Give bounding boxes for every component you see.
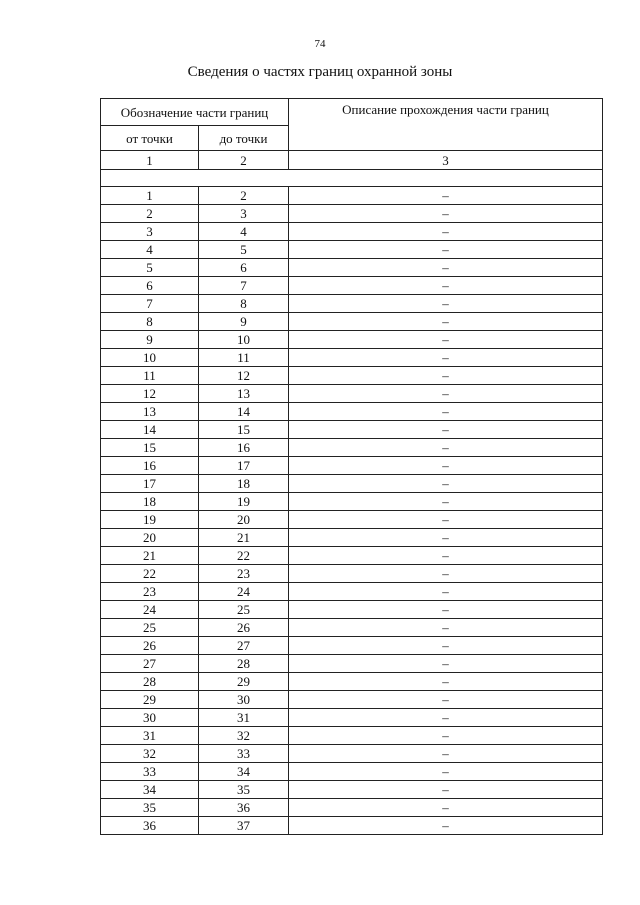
table-header-row xyxy=(101,99,603,126)
table-row xyxy=(101,331,603,349)
description-cell: – xyxy=(289,205,603,223)
from-point-cell: 15 xyxy=(101,439,199,457)
description-cell: – xyxy=(289,295,603,313)
to-point-cell: 24 xyxy=(199,583,289,601)
from-point-cell: 20 xyxy=(101,529,199,547)
to-point-cell: 14 xyxy=(199,403,289,421)
to-point-cell: 2 xyxy=(199,187,289,205)
from-point-cell: 27 xyxy=(101,655,199,673)
column-number: 1 xyxy=(101,151,199,170)
description-cell: – xyxy=(289,367,603,385)
from-point-cell: 16 xyxy=(101,457,199,475)
description-cell: – xyxy=(289,655,603,673)
description-cell: – xyxy=(289,565,603,583)
from-point-cell: 2 xyxy=(101,205,199,223)
from-point-cell: 6 xyxy=(101,277,199,295)
table-row xyxy=(101,673,603,691)
description-cell: – xyxy=(289,691,603,709)
from-point-cell: 29 xyxy=(101,691,199,709)
from-point-header: от точки xyxy=(101,126,199,151)
description-cell: – xyxy=(289,781,603,799)
description-cell: – xyxy=(289,259,603,277)
from-point-cell: 25 xyxy=(101,619,199,637)
to-point-cell: 34 xyxy=(199,763,289,781)
from-point-cell: 32 xyxy=(101,745,199,763)
empty-cell xyxy=(101,170,603,187)
from-point-cell: 21 xyxy=(101,547,199,565)
to-point-cell: 9 xyxy=(199,313,289,331)
table-row xyxy=(101,781,603,799)
from-point-cell: 24 xyxy=(101,601,199,619)
description-cell: – xyxy=(289,601,603,619)
column-number: 3 xyxy=(289,151,603,170)
table-row xyxy=(101,817,603,835)
description-cell: – xyxy=(289,331,603,349)
description-header: Описание прохождения части границ xyxy=(289,99,603,151)
description-cell: – xyxy=(289,187,603,205)
to-point-cell: 4 xyxy=(199,223,289,241)
from-point-cell: 7 xyxy=(101,295,199,313)
from-point-cell: 33 xyxy=(101,763,199,781)
table-row xyxy=(101,763,603,781)
from-point-cell: 17 xyxy=(101,475,199,493)
page-number: 74 xyxy=(314,38,326,50)
description-cell: – xyxy=(289,799,603,817)
from-point-cell: 19 xyxy=(101,511,199,529)
table-row xyxy=(101,583,603,601)
description-cell: – xyxy=(289,223,603,241)
to-point-cell: 5 xyxy=(199,241,289,259)
table-row xyxy=(101,619,603,637)
description-cell: – xyxy=(289,817,603,835)
table-row xyxy=(101,799,603,817)
table-row xyxy=(101,709,603,727)
column-number: 2 xyxy=(199,151,289,170)
to-point-cell: 32 xyxy=(199,727,289,745)
to-point-cell: 15 xyxy=(199,421,289,439)
description-cell: – xyxy=(289,745,603,763)
to-point-cell: 22 xyxy=(199,547,289,565)
from-point-cell: 35 xyxy=(101,799,199,817)
to-point-cell: 25 xyxy=(199,601,289,619)
description-cell: – xyxy=(289,403,603,421)
to-point-cell: 17 xyxy=(199,457,289,475)
description-cell: – xyxy=(289,673,603,691)
designation-header: Обозначение части границ xyxy=(101,99,289,126)
from-point-cell: 11 xyxy=(101,367,199,385)
table-row xyxy=(101,313,603,331)
from-point-cell: 22 xyxy=(101,565,199,583)
from-point-cell: 8 xyxy=(101,313,199,331)
table-row xyxy=(101,691,603,709)
from-point-cell: 4 xyxy=(101,241,199,259)
table-row xyxy=(101,223,603,241)
table-row xyxy=(101,349,603,367)
description-cell: – xyxy=(289,511,603,529)
from-point-cell: 5 xyxy=(101,259,199,277)
to-point-cell: 11 xyxy=(199,349,289,367)
description-cell: – xyxy=(289,493,603,511)
table-row xyxy=(101,421,603,439)
table-row xyxy=(101,637,603,655)
description-cell: – xyxy=(289,457,603,475)
from-point-cell: 18 xyxy=(101,493,199,511)
table-row xyxy=(101,727,603,745)
to-point-cell: 31 xyxy=(199,709,289,727)
table-row xyxy=(101,439,603,457)
to-point-cell: 20 xyxy=(199,511,289,529)
to-point-cell: 28 xyxy=(199,655,289,673)
to-point-cell: 37 xyxy=(199,817,289,835)
from-point-cell: 30 xyxy=(101,709,199,727)
to-point-cell: 10 xyxy=(199,331,289,349)
to-point-cell: 35 xyxy=(199,781,289,799)
from-point-cell: 10 xyxy=(101,349,199,367)
to-point-cell: 33 xyxy=(199,745,289,763)
table-row xyxy=(101,547,603,565)
from-point-cell: 31 xyxy=(101,727,199,745)
table-row xyxy=(101,655,603,673)
table-row xyxy=(101,367,603,385)
description-cell: – xyxy=(289,277,603,295)
table-row xyxy=(101,601,603,619)
description-cell: – xyxy=(289,313,603,331)
to-point-cell: 23 xyxy=(199,565,289,583)
table-row xyxy=(101,745,603,763)
to-point-cell: 13 xyxy=(199,385,289,403)
description-cell: – xyxy=(289,421,603,439)
table-row xyxy=(101,295,603,313)
description-cell: – xyxy=(289,619,603,637)
to-point-cell: 6 xyxy=(199,259,289,277)
description-cell: – xyxy=(289,529,603,547)
from-point-cell: 1 xyxy=(101,187,199,205)
from-point-cell: 36 xyxy=(101,817,199,835)
to-point-cell: 26 xyxy=(199,619,289,637)
from-point-cell: 12 xyxy=(101,385,199,403)
from-point-cell: 26 xyxy=(101,637,199,655)
from-point-cell: 14 xyxy=(101,421,199,439)
boundary-parts-table xyxy=(100,98,603,835)
to-point-cell: 12 xyxy=(199,367,289,385)
to-point-cell: 7 xyxy=(199,277,289,295)
page-title: Сведения о частях границ охранной зоны xyxy=(187,64,453,80)
from-point-cell: 28 xyxy=(101,673,199,691)
description-cell: – xyxy=(289,475,603,493)
description-cell: – xyxy=(289,709,603,727)
table-row xyxy=(101,187,603,205)
description-cell: – xyxy=(289,763,603,781)
from-point-cell: 13 xyxy=(101,403,199,421)
description-cell: – xyxy=(289,637,603,655)
table-row xyxy=(101,241,603,259)
from-point-cell: 9 xyxy=(101,331,199,349)
description-cell: – xyxy=(289,349,603,367)
to-point-cell: 21 xyxy=(199,529,289,547)
to-point-cell: 18 xyxy=(199,475,289,493)
empty-section-row xyxy=(101,170,603,187)
to-point-cell: 36 xyxy=(199,799,289,817)
table-row xyxy=(101,529,603,547)
column-number-row xyxy=(101,151,603,170)
to-point-cell: 27 xyxy=(199,637,289,655)
table-row xyxy=(101,277,603,295)
description-cell: – xyxy=(289,727,603,745)
to-point-header: до точки xyxy=(199,126,289,151)
to-point-cell: 16 xyxy=(199,439,289,457)
description-cell: – xyxy=(289,547,603,565)
table-row xyxy=(101,385,603,403)
from-point-cell: 3 xyxy=(101,223,199,241)
description-cell: – xyxy=(289,439,603,457)
from-point-cell: 34 xyxy=(101,781,199,799)
to-point-cell: 29 xyxy=(199,673,289,691)
table-row xyxy=(101,259,603,277)
to-point-cell: 8 xyxy=(199,295,289,313)
table-row xyxy=(101,565,603,583)
from-point-cell: 23 xyxy=(101,583,199,601)
table-row xyxy=(101,205,603,223)
description-cell: – xyxy=(289,385,603,403)
table-row xyxy=(101,457,603,475)
table-row xyxy=(101,511,603,529)
description-cell: – xyxy=(289,241,603,259)
description-cell: – xyxy=(289,583,603,601)
table-row xyxy=(101,475,603,493)
table-row xyxy=(101,493,603,511)
table-row xyxy=(101,403,603,421)
to-point-cell: 3 xyxy=(199,205,289,223)
to-point-cell: 19 xyxy=(199,493,289,511)
to-point-cell: 30 xyxy=(199,691,289,709)
